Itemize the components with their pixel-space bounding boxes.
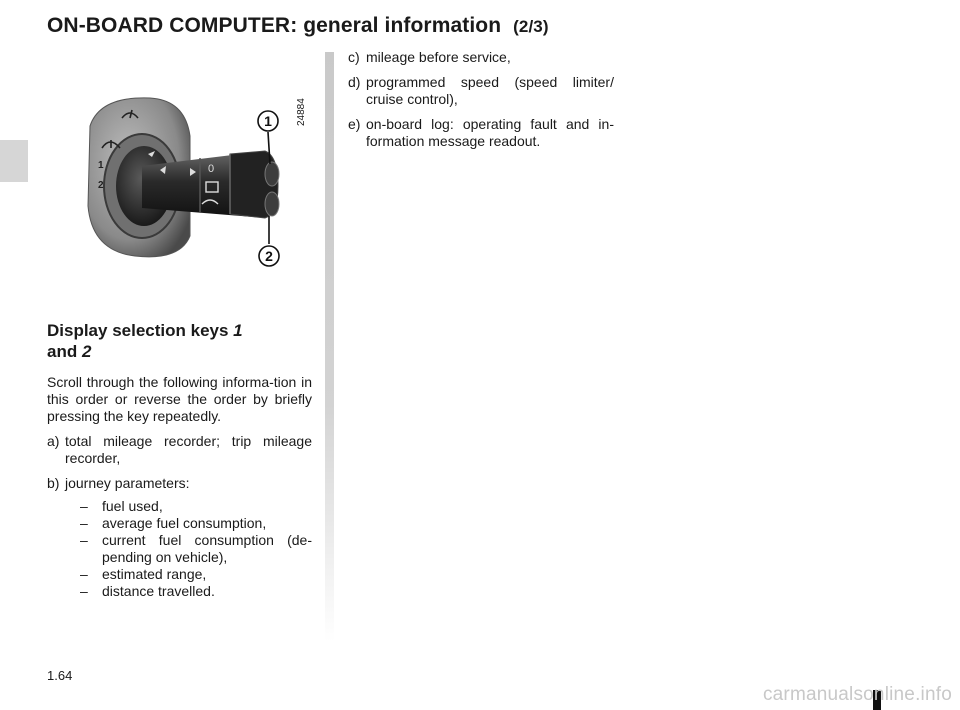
left-column: [47, 320, 312, 608]
column-divider: [325, 52, 334, 642]
list-item-a: [47, 433, 312, 467]
item-letter: d): [348, 74, 361, 90]
list-item: – current fuel consumption (de-pending on vehicle),: [80, 532, 312, 565]
list-item: – distance travelled.: [80, 583, 215, 599]
item-letter: e): [348, 116, 361, 132]
list-item-e: [348, 116, 614, 150]
stalk-switch-illustration: [80, 96, 300, 271]
item-letter: c): [348, 49, 360, 65]
list-item: – average fuel consumption,: [80, 515, 267, 531]
figure-code-text: 24884: [296, 98, 307, 126]
heading-key-1: 1: [233, 321, 243, 340]
journey-parameters-list: [65, 498, 312, 600]
item-letter: a): [47, 433, 60, 449]
heading-and: and: [47, 342, 78, 361]
page-number: 1.64: [47, 668, 73, 683]
page-title: [47, 14, 549, 38]
list-item: – fuel used,: [80, 498, 163, 514]
intro-paragraph: Scroll through the following informa-tion in this order or reverse the order by briefly pressing the key repeatedly.: [47, 374, 312, 424]
list-item: – estimated range,: [80, 566, 207, 582]
page-title-text: ON-BOARD COMPUTER: general information: [47, 14, 502, 37]
item-text: total mileage recorder; trip mileage recorder,: [65, 433, 312, 466]
list-item-b: [47, 475, 312, 600]
item-text: journey parameters:: [65, 475, 190, 491]
list-item-d: [348, 74, 614, 108]
item-text: mileage before service,: [366, 49, 511, 65]
symbol-1: 1: [98, 160, 104, 171]
page-part: (2/3): [513, 17, 549, 36]
item-text: on-board log: operating fault and in-formation message readout.: [366, 116, 614, 149]
heading-key-2: 2: [81, 342, 92, 361]
callout-1: [258, 111, 278, 131]
section-heading: [47, 320, 312, 362]
callout-1-label: 1: [264, 113, 272, 129]
callout-2-label: 2: [265, 248, 273, 264]
item-letter: b): [47, 475, 60, 491]
right-column: [348, 49, 614, 158]
list-item-c: [348, 49, 614, 66]
symbol-2: 2: [98, 180, 104, 191]
symbol-0: 0: [208, 163, 215, 175]
watermark: carmanualsonline.info: [762, 684, 952, 705]
heading-text: Display selection keys: [47, 321, 229, 340]
chapter-tab: [0, 140, 28, 182]
item-text: programmed speed (speed limiter/ cruise control),: [366, 74, 614, 107]
callout-2: [259, 246, 279, 266]
